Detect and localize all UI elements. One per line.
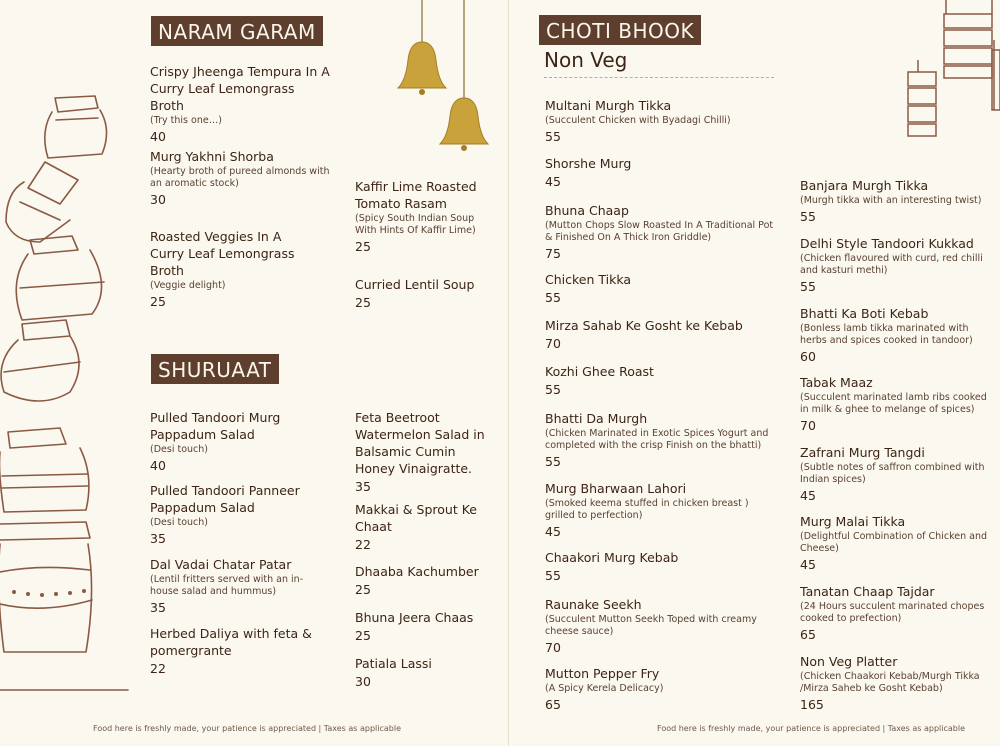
hanging-bells-illustration (390, 0, 490, 152)
item-name: Delhi Style Tandoori Kukkad (800, 236, 974, 251)
item-name: Patiala Lassi (355, 656, 432, 671)
item-name: Banjara Murgh Tikka (800, 178, 929, 193)
item-name: Multani Murgh Tikka (545, 98, 672, 113)
stacked-pots-illustration (0, 92, 135, 694)
item-description: (A Spicy Kerela Delicacy) (545, 683, 664, 694)
item-name: Feta Beetroot Watermelon Salad in Balsamic Cumin Honey Vinaigratte. (355, 410, 485, 476)
item-price: 55 (545, 454, 561, 469)
menu-item (545, 549, 780, 584)
item-price: 45 (545, 524, 561, 539)
menu-item (545, 363, 780, 398)
item-name: Bhatti Da Murgh (545, 411, 648, 426)
item-name: Crispy Jheenga Tempura In A Curry Leaf Lemongrass Broth (150, 64, 330, 113)
item-description: (Veggie delight) (150, 280, 226, 291)
section-title-shuruaat: SHURUAAT (151, 354, 279, 384)
item-name: Dhaaba Kachumber (355, 564, 479, 579)
menu-item (545, 202, 780, 262)
item-price: 40 (150, 129, 166, 144)
item-price: 55 (800, 279, 816, 294)
item-price: 45 (800, 557, 816, 572)
item-price: 35 (355, 479, 371, 494)
item-name: Zafrani Murg Tangdi (800, 445, 925, 460)
item-name: Curried Lentil Soup (355, 277, 475, 292)
item-name: Mirza Sahab Ke Gosht ke Kebab (545, 318, 743, 333)
item-description: (Lentil fritters served with an in-house salad and hummus) (150, 574, 304, 597)
item-price: 55 (545, 290, 561, 305)
menu-item (800, 583, 990, 643)
tiffin-carrier-illustration (898, 0, 1000, 150)
item-price: 35 (150, 531, 166, 546)
item-name: Bhuna Jeera Chaas (355, 610, 474, 625)
menu-item (150, 148, 330, 208)
item-name: Pulled Tandoori Murg Pappadum Salad (150, 410, 281, 442)
item-name: Herbed Daliya with feta & pomergrante (150, 626, 312, 658)
menu-item (150, 409, 310, 474)
item-price: 35 (150, 600, 166, 615)
item-price: 70 (545, 336, 561, 351)
item-description: (Chicken flavoured with curd, red chilli and kasturi methi) (800, 253, 983, 276)
item-description: (Hearty broth of pureed almonds with an aromatic stock) (150, 166, 330, 189)
item-description: (Chicken Marinated in Exotic Spices Yogurt and completed with the crisp Finish on the bhatti) (545, 428, 769, 451)
menu-item (800, 653, 990, 713)
item-price: 65 (545, 697, 561, 712)
item-name: Bhuna Chaap (545, 203, 629, 218)
item-name: Chicken Tikka (545, 272, 632, 287)
item-price: 70 (545, 640, 561, 655)
item-name: Non Veg Platter (800, 654, 898, 669)
item-name: Mutton Pepper Fry (545, 666, 660, 681)
item-name: Makkai & Sprout Ke Chaat (355, 502, 477, 534)
item-price: 75 (545, 246, 561, 261)
menu-item (800, 305, 990, 365)
menu-item (150, 556, 310, 616)
menu-item (355, 609, 495, 644)
item-price: 70 (800, 418, 816, 433)
item-price: 40 (150, 458, 166, 473)
item-name: Murg Malai Tikka (800, 514, 906, 529)
item-description: (Desi touch) (150, 517, 208, 528)
menu-item (545, 317, 780, 352)
item-price: 30 (355, 674, 371, 689)
item-description: (Succulent Mutton Seekh Toped with creamy cheese sauce) (545, 614, 757, 637)
item-name: Chaakori Murg Kebab (545, 550, 679, 565)
item-price: 22 (150, 661, 166, 676)
footer-note: Food here is freshly made, your patience is appreciated | Taxes as applicable (657, 724, 966, 733)
item-description: (Mutton Chops Slow Roasted In A Traditional Pot & Finished On A Thick Iron Griddle) (545, 220, 774, 243)
menu-item (545, 410, 770, 470)
item-name: Tanatan Chaap Tajdar (800, 584, 935, 599)
menu-item (150, 228, 300, 310)
footer-note: Food here is freshly made, your patience is appreciated | Taxes as applicable (93, 724, 402, 733)
item-price: 25 (150, 294, 166, 309)
menu-item (800, 444, 990, 504)
item-price: 30 (150, 192, 166, 207)
menu-item (355, 409, 495, 495)
menu-item (545, 665, 780, 713)
item-price: 60 (800, 349, 816, 364)
item-description: (Subtle notes of saffron combined with Indian spices) (800, 462, 985, 485)
item-price: 25 (355, 582, 371, 597)
menu-item (150, 482, 315, 547)
section-title-naram-garam: NARAM GARAM (151, 16, 323, 46)
menu-item (355, 276, 495, 311)
item-name: Tabak Maaz (800, 375, 873, 390)
section-title-choti-bhook: CHOTI BHOOK (539, 15, 701, 45)
page-divider (508, 0, 509, 746)
item-name: Kaffir Lime Roasted Tomato Rasam (355, 179, 477, 211)
menu-item (355, 178, 485, 255)
item-price: 45 (800, 488, 816, 503)
item-description: (Succulent marinated lamb ribs cooked in milk & ghee to melange of spices) (800, 392, 987, 415)
menu-item (545, 155, 780, 190)
menu-item (800, 513, 990, 573)
menu-item (800, 374, 990, 434)
item-description: (Desi touch) (150, 444, 208, 455)
item-price: 25 (355, 295, 371, 310)
menu-item (545, 480, 755, 540)
item-name: Dal Vadai Chatar Patar (150, 557, 292, 572)
menu-item (355, 655, 495, 690)
item-name: Pulled Tandoori Panneer Pappadum Salad (150, 483, 300, 515)
item-description: (Murgh tikka with an interesting twist) (800, 195, 982, 206)
item-description: (Smoked keema stuffed in chicken breast ) grilled to perfection) (545, 498, 749, 521)
menu-item (545, 97, 780, 145)
subsection-title-non-veg: Non Veg (544, 48, 628, 72)
item-price: 55 (800, 209, 816, 224)
item-name: Kozhi Ghee Roast (545, 364, 654, 379)
menu-item (150, 625, 320, 677)
item-name: Shorshe Murg (545, 156, 632, 171)
item-price: 25 (355, 628, 371, 643)
item-price: 22 (355, 537, 371, 552)
item-price: 25 (355, 239, 371, 254)
menu-item (545, 271, 780, 306)
item-price: 55 (545, 568, 561, 583)
menu-item (545, 596, 760, 656)
item-name: Bhatti Ka Boti Kebab (800, 306, 929, 321)
item-name: Roasted Veggies In A Curry Leaf Lemongrass Broth (150, 229, 295, 278)
item-price: 165 (800, 697, 824, 712)
item-price: 65 (800, 627, 816, 642)
item-price: 55 (545, 382, 561, 397)
menu-item (800, 235, 990, 295)
item-description: (Delightful Combination of Chicken and Cheese) (800, 531, 987, 554)
item-description: (24 Hours succulent marinated chopes cooked to prefection) (800, 601, 985, 624)
item-description: (Bonless lamb tikka marinated with herbs and spices cooked in tandoor) (800, 323, 973, 346)
item-name: Murg Bharwaan Lahori (545, 481, 687, 496)
item-description: (Succulent Chicken with Byadagi Chilli) (545, 115, 731, 126)
menu-item (355, 501, 485, 553)
item-description: (Try this one…) (150, 115, 222, 126)
item-description: (Chicken Chaakori Kebab/Murgh Tikka /Mirza Saheb ke Gosht Kebab) (800, 671, 980, 694)
menu-item (355, 563, 495, 598)
item-description: (Spicy South Indian Soup With Hints Of Kaffir Lime) (355, 213, 476, 236)
item-price: 55 (545, 129, 561, 144)
subsection-divider (544, 77, 774, 78)
item-price: 45 (545, 174, 561, 189)
item-name: Murg Yakhni Shorba (150, 149, 274, 164)
menu-item (800, 177, 990, 225)
menu-item (150, 63, 330, 145)
item-name: Raunake Seekh (545, 597, 642, 612)
